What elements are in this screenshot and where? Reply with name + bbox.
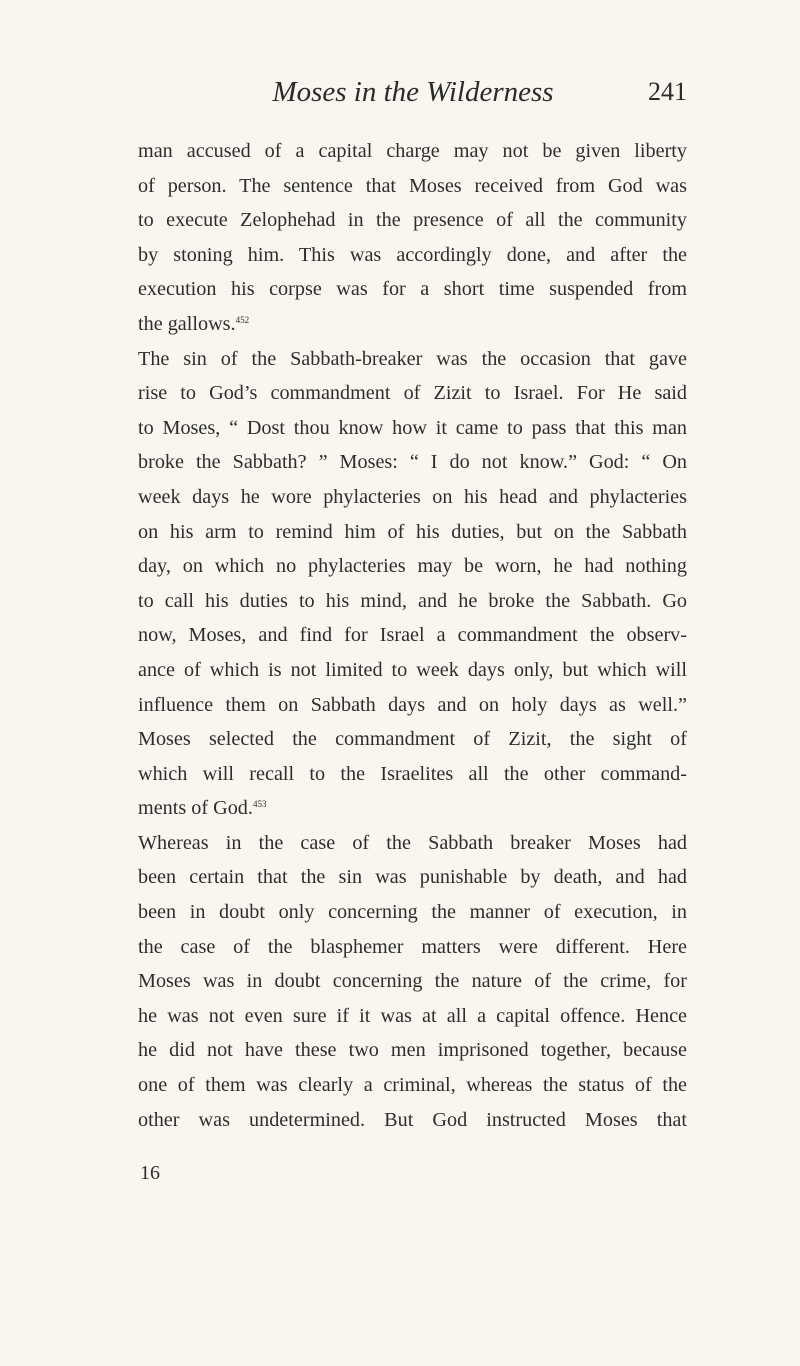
text-line: day, on which no phylacteries may be worn, he had nothing — [138, 555, 687, 578]
text-line: to call his duties to his mind, and he broke the Sabbath. Go — [138, 589, 687, 612]
running-title: Moses in the Wilderness — [272, 76, 554, 108]
text-line-last — [138, 307, 687, 342]
paragraph-2 — [138, 342, 687, 826]
text-line: The sin of the Sabbath-breaker was the occasion that gave — [138, 347, 687, 370]
text-line: now, Moses, and find for Israel a commandment the observ- — [138, 624, 687, 647]
text-line: Moses was in doubt concerning the nature of the crime, for — [138, 970, 687, 993]
text-line: one of them was clearly a criminal, whereas the status of the — [138, 1074, 687, 1097]
text-line: Whereas in the case of the Sabbath breaker Moses had — [138, 831, 687, 854]
footnote-ref: 452 — [235, 314, 250, 325]
text-line: other was undetermined. But God instructed Moses that — [138, 1108, 687, 1131]
text-line: week days he wore phylacteries on his head and phylacteries — [138, 485, 687, 508]
text-line: man accused of a capital charge may not be given liberty — [138, 140, 687, 162]
text-line: rise to God’s commandment of Zizit to Israel. For He said — [138, 382, 687, 405]
text-line: to execute Zelophehad in the presence of all the community — [138, 209, 687, 232]
paragraph-1 — [138, 134, 687, 342]
text-line: which will recall to the Israelites all the other command- — [138, 762, 687, 785]
text-line: he did not have these two men imprisoned together, because — [138, 1039, 687, 1062]
paragraph-3 — [138, 826, 687, 1137]
text-line: to Moses, “ Dost thou know how it came to pass that this man — [138, 416, 687, 439]
text-line: execution his corpse was for a short time suspended from — [138, 278, 687, 301]
text-line: influence them on Sabbath days and on holy days as well.” — [138, 693, 687, 716]
text-line: he was not even sure if it was at all a capital offence. Hence — [138, 1004, 687, 1027]
footnote-ref: 453 — [252, 799, 267, 810]
text-line-content: ments of God. — [138, 797, 253, 820]
text-line-last — [138, 791, 687, 826]
text-line: Moses selected the commandment of Zizit, the sight of — [138, 728, 687, 751]
text-line: by stoning him. This was accordingly done, and after the — [138, 243, 687, 266]
text-line: the case of the blasphemer matters were different. Here — [138, 935, 687, 958]
text-line: on his arm to remind him of his duties, but on the Sabbath — [138, 520, 687, 543]
text-line: broke the Sabbath? ” Moses: “ I do not know.” God: “ On — [138, 451, 687, 474]
text-line: been in doubt only concerning the manner of execution, in — [138, 901, 687, 924]
text-line-content: the gallows. — [138, 312, 236, 335]
page-number: 241 — [648, 77, 687, 106]
body-text — [138, 134, 687, 1137]
text-line: ance of which is not limited to week days only, but which will — [138, 658, 687, 681]
running-head — [139, 72, 687, 112]
signature-mark: 16 — [140, 1162, 160, 1184]
text-line: of person. The sentence that Moses received from God was — [138, 174, 687, 197]
text-line: been certain that the sin was punishable by death, and had — [138, 866, 687, 889]
